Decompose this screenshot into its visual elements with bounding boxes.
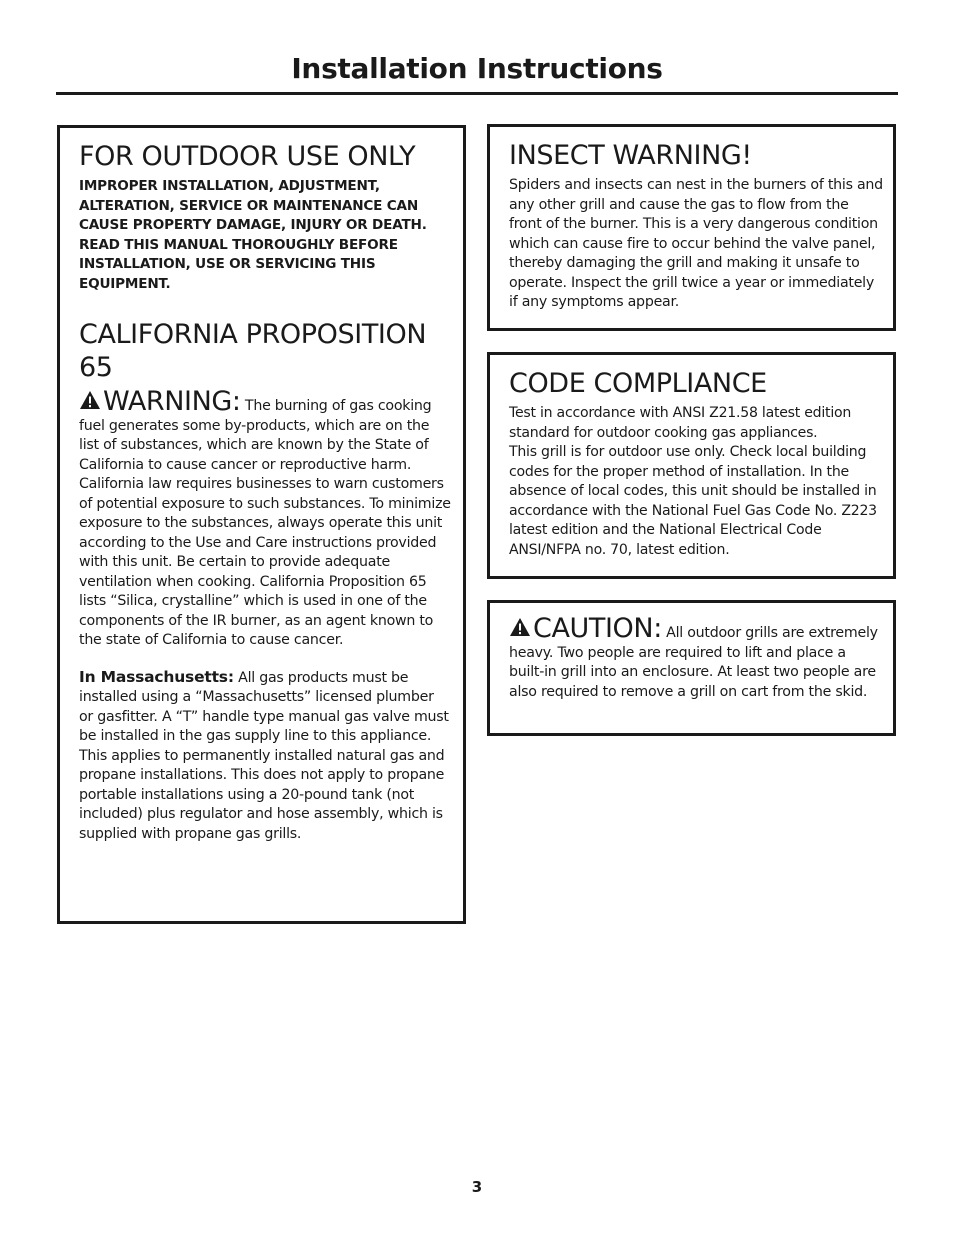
code-compliance-heading: CODE COMPLIANCE	[509, 368, 767, 399]
insect-warning-box	[487, 124, 896, 331]
massachusetts-label: In Massachusetts:	[79, 667, 234, 686]
caution-label: CAUTION:	[533, 613, 662, 644]
warning-triangle-icon	[79, 390, 101, 410]
code-compliance-local-codes-text: This grill is for outdoor use only. Check local building codes for the proper method of installation. In the absence of local codes, this unit should be installed in accordance with the National Fuel Gas Code No. Z223 latest edition and the National Electrical Code ANSI/NFPA no. 70, latest edition.	[509, 444, 877, 558]
caution-paragraph	[509, 613, 883, 702]
insect-warning-heading: INSECT WARNING!	[509, 140, 752, 171]
caution-text: All outdoor grills are extremely heavy. Two people are required to lift and place a built-in grill into an enclosure. At least two people are also required to remove a grill on cart from the skid.	[509, 625, 878, 700]
prop65-warning-text: The burning of gas cooking fuel generates some by-products, which are on the list of substances, which are known by the State of California to cause cancer or reproductive harm. California law requires businesses to warn customers of potential exposure to such substances. To minimize exposure to the substances, always operate this unit according to the Use and Care instructions provided with this unit. Be certain to provide adequate ventilation when cooking. California Proposition 65 lists “Silica, crystalline” which is used in one of the components of the IR burner, as an agent known to the state of California to cause cancer.	[79, 398, 451, 648]
warning-triangle-icon	[509, 617, 531, 637]
code-compliance-ansi-text: Test in accordance with ANSI Z21.58 latest edition standard for outdoor cooking gas appliances.	[509, 405, 852, 441]
outdoor-use-box	[57, 125, 466, 924]
outdoor-use-heading: FOR OUTDOOR USE ONLY	[79, 141, 416, 172]
title-divider	[56, 92, 898, 95]
page-title: Installation Instructions	[291, 52, 663, 85]
page-number: 3	[471, 1178, 483, 1196]
massachusetts-paragraph	[79, 668, 451, 845]
prop65-warning-paragraph	[79, 386, 451, 651]
caution-box	[487, 600, 896, 736]
improper-installation-warning: IMPROPER INSTALLATION, ADJUSTMENT, ALTERATION, SERVICE OR MAINTENANCE CAN CAUSE PROPERTY DAMAGE, INJURY OR DEATH. READ THIS MANUAL THOROUGHLY BEFORE INSTALLATION, USE OR SERVICING THIS EQUIPMENT.	[79, 178, 427, 292]
warning-label: WARNING:	[103, 386, 241, 417]
insect-warning-text: Spiders and insects can nest in the burners of this and any other grill and cause the gas to flow from the front of the burner. This is a very dangerous condition which can cause fire to occur behind the valve panel, thereby damaging the grill and making it unsafe to operate. Inspect the grill twice a year or immediately if any symptoms appear.	[509, 177, 883, 310]
code-compliance-box	[487, 352, 896, 579]
california-prop65-heading: CALIFORNIA PROPOSITION 65	[79, 319, 427, 383]
massachusetts-text: All gas products must be installed using a “Massachusetts” licensed plumber or gasfitter. A “T” handle type manual gas valve must be installed in the gas supply line to this appliance. This applies to permanently installed natural gas and propane installations. This does not apply to propane portable installations using a 20-pound tank (not included) plus regulator and hose assembly, which is supplied with propane gas grills.	[79, 669, 449, 842]
